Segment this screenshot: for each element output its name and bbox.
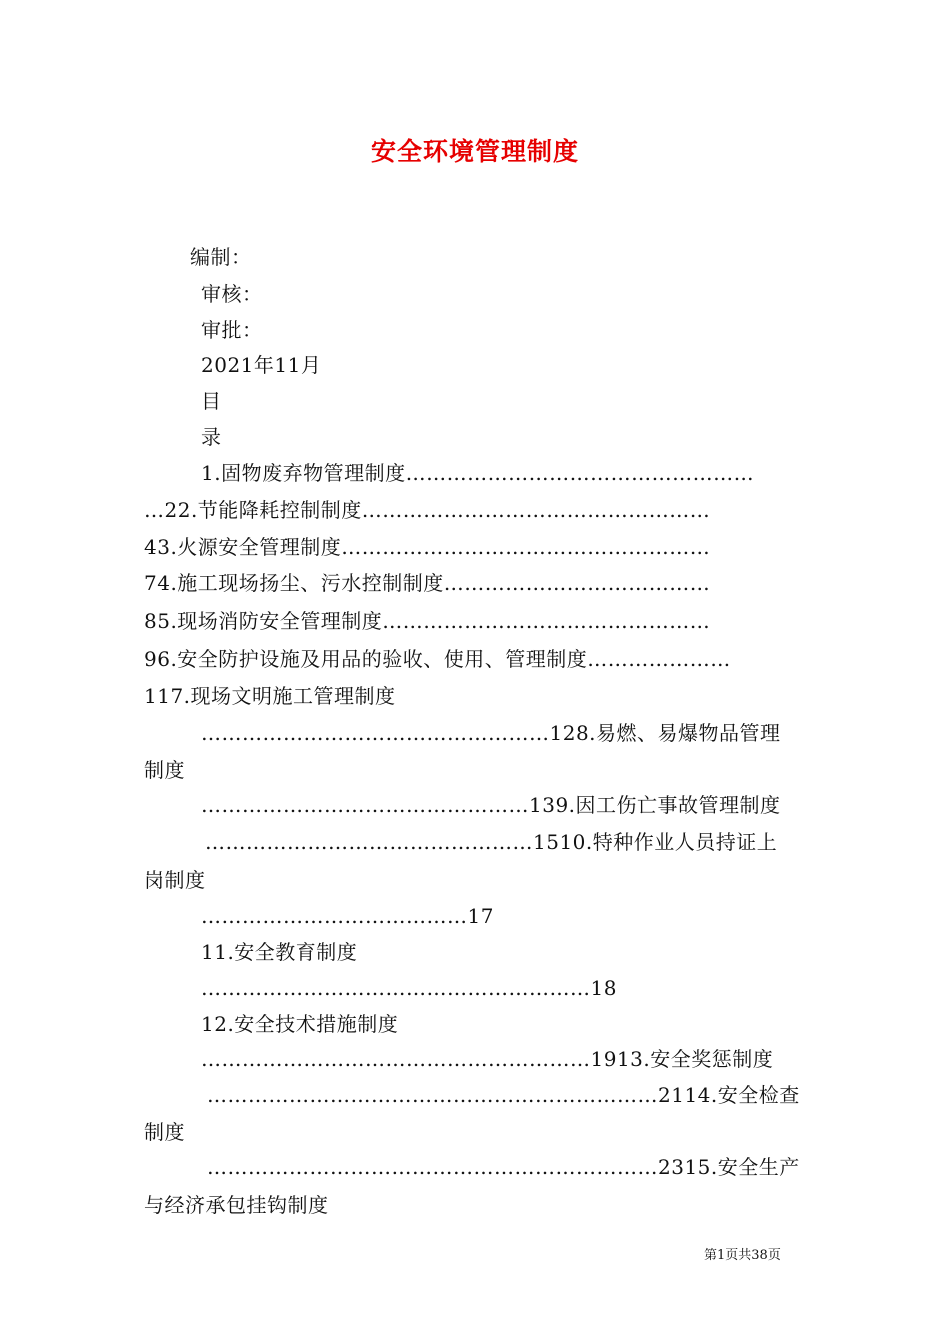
- toc-line: 1.固物废弃物管理制度……………………………………………: [201, 461, 755, 485]
- toc-line: 11.安全教育制度: [201, 940, 358, 964]
- toc-line: …………………………………………………………2315.安全生产: [207, 1155, 800, 1179]
- toc-line: 85.现场消防安全管理制度…………………………………………: [144, 609, 711, 633]
- toc-line: …………………………………………………………2114.安全检查: [207, 1083, 800, 1107]
- document-title: 安全环境管理制度: [370, 137, 579, 166]
- toc-line: 96.安全防护设施及用品的验收、使用、管理制度…………………: [144, 647, 731, 671]
- toc-line: 43.火源安全管理制度………………………………………………: [144, 535, 711, 559]
- toc-line: 117.现场文明施工管理制度: [144, 684, 396, 708]
- toc-line: …………………………………………………1913.安全奖惩制度: [201, 1047, 774, 1071]
- toc-line: …………………………………………………18: [201, 976, 617, 1000]
- toc-line: …22.节能降耗控制制度……………………………………………: [144, 498, 711, 522]
- toc-line: ……………………………………………128.易燃、易爆物品管理: [201, 721, 781, 745]
- toc-heading-part-2: 录: [201, 425, 222, 449]
- toc-line: 与经济承包挂钩制度: [144, 1193, 329, 1217]
- page-footer: 第1页共38页: [704, 1248, 781, 1263]
- toc-line: …………………………………………1510.特种作业人员持证上: [205, 830, 778, 854]
- reviewer-label: 审核：: [201, 282, 263, 306]
- toc-line: …………………………………………139.因工伤亡事故管理制度: [201, 793, 781, 817]
- date-text: 2021年11月: [201, 353, 322, 377]
- approver-label: 审批：: [201, 318, 263, 342]
- toc-line: 74.施工现场扬尘、污水控制制度…………………………………: [144, 571, 711, 595]
- toc-line: 制度: [144, 1120, 185, 1144]
- toc-line: 岗制度: [144, 868, 206, 892]
- editor-label: 编制：: [190, 245, 252, 269]
- toc-heading-part-1: 目: [201, 389, 222, 413]
- toc-line: 12.安全技术措施制度: [201, 1012, 399, 1036]
- toc-line: …………………………………17: [201, 904, 494, 928]
- toc-line: 制度: [144, 758, 185, 782]
